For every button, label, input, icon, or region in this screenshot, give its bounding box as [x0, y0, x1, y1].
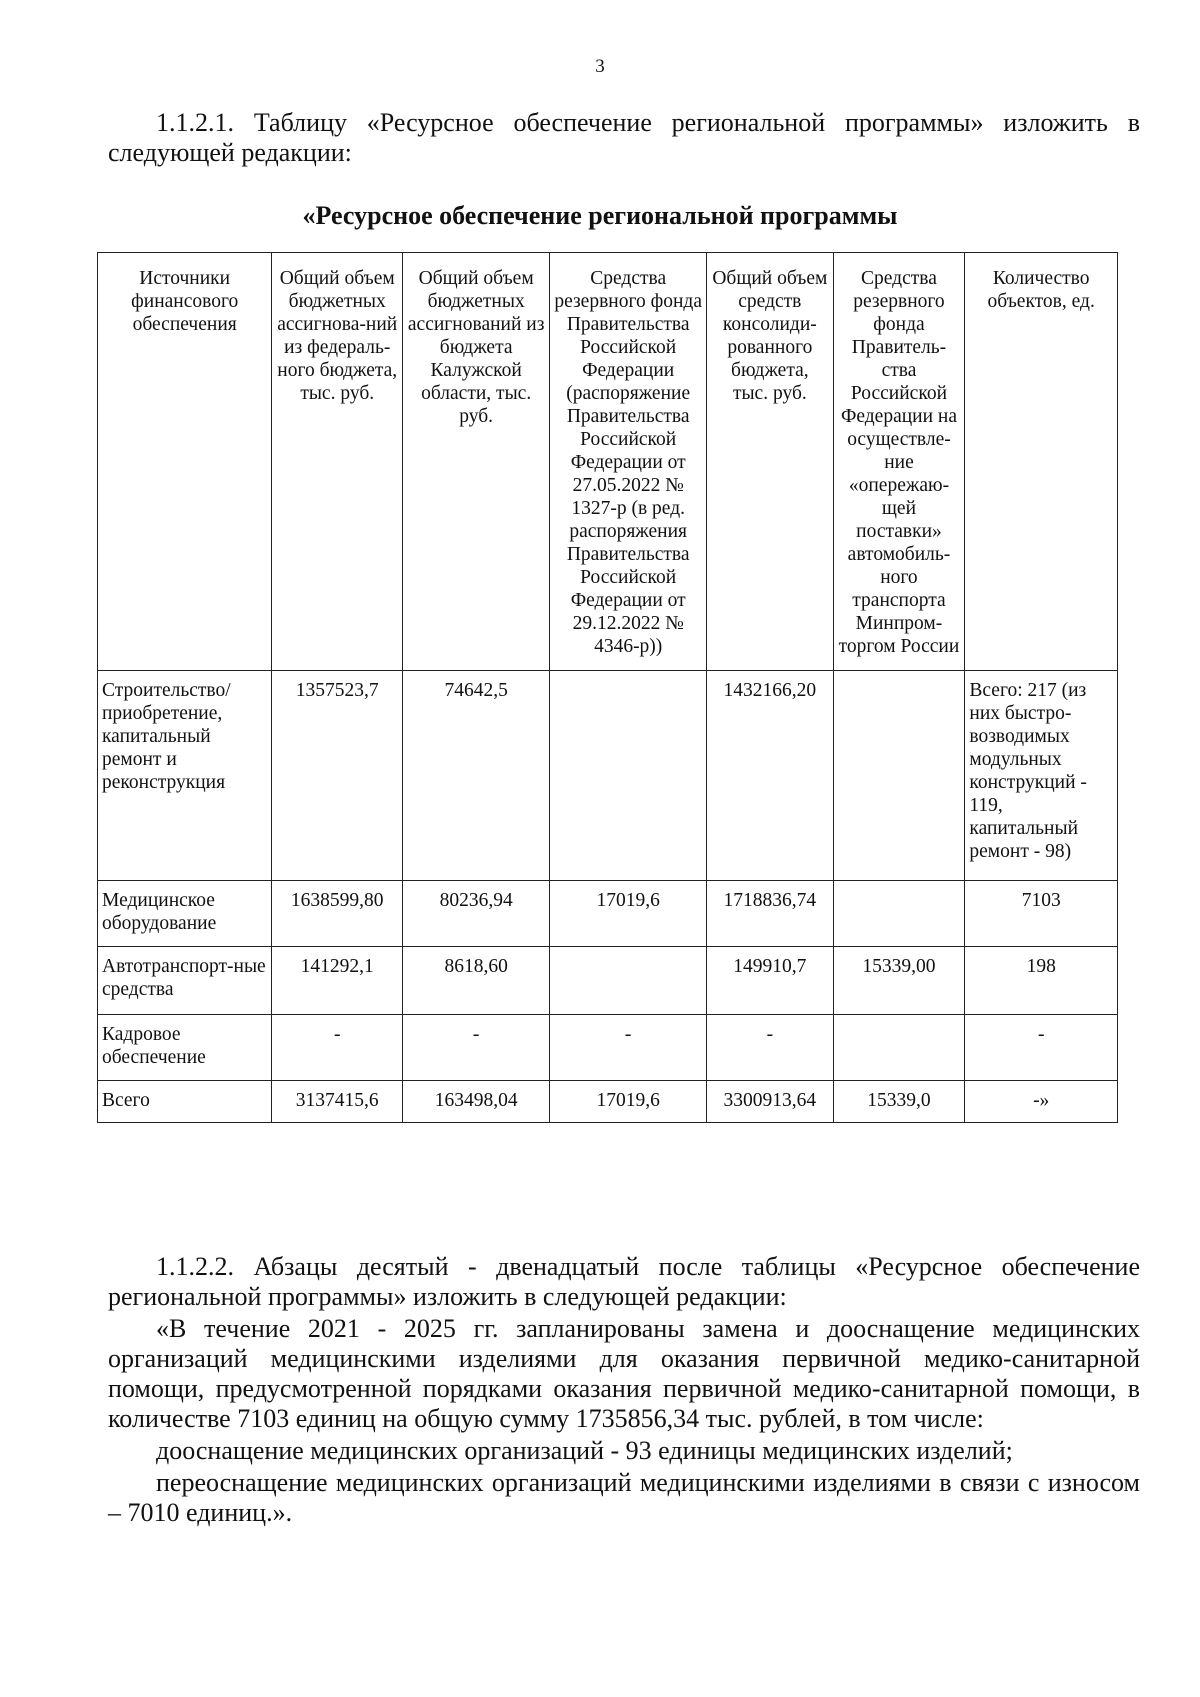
paragraph-2-item-1: дооснащение медицинских организаций - 93 единицы медицинских изделий; [156, 1436, 1013, 1465]
cell-object-count: 198 [965, 947, 1118, 1015]
header-regional-budget: Общий объем бюджетных ассигнований из бюджета Калужской области, тыс. руб. [403, 253, 550, 671]
paragraph-2-intro: 1.1.2.2. Абзацы десятый - двенадцатый после таблицы «Ресурсное обеспечение региональной программы» изложить в следующей редакции: [108, 1252, 1140, 1311]
cell-object-count: 7103 [965, 881, 1118, 947]
cell-regional: - [403, 1015, 550, 1081]
cell-reserve-transport [833, 671, 965, 881]
paragraph-2-item-2: переоснащение медицинских организаций медицинскими изделиями в связи с износом – 7010 единиц.». [108, 1468, 1140, 1527]
cell-federal: 3137415,6 [272, 1081, 403, 1123]
header-federal-budget: Общий объем бюджетных ассигнова-ний из федераль-ного бюджета, тыс. руб. [272, 253, 403, 671]
table-header-row [98, 253, 1118, 671]
cell-object-count: Всего: 217 (из них быстро-возводимых модульных конструкций - 119, капитальный ремонт - 98) [965, 671, 1118, 881]
cell-reserve-transport: 15339,0 [833, 1081, 965, 1123]
cell-regional: 80236,94 [403, 881, 550, 947]
header-reserve-fund: Средства резервного фонда Правительства Российской Федерации (распоряжение Правительства Российской Федерации от 27.05.2022 № 1327-р (в ред. распоряжения Правительства Российской Федерации от 29.12.2022 № 4346-р)) [550, 253, 707, 671]
cell-object-count: - [965, 1015, 1118, 1081]
cell-regional: 8618,60 [403, 947, 550, 1015]
cell-federal: 1638599,80 [272, 881, 403, 947]
cell-federal: 141292,1 [272, 947, 403, 1015]
cell-consolidated: 1718836,74 [707, 881, 833, 947]
cell-reserve-transport [833, 881, 965, 947]
cell-reserve: 17019,6 [550, 881, 707, 947]
header-object-count: Количество объектов, ед. [965, 253, 1118, 671]
cell-regional: 163498,04 [403, 1081, 550, 1123]
cell-reserve-transport [833, 1015, 965, 1081]
cell-regional: 74642,5 [403, 671, 550, 881]
table-title: «Ресурсное обеспечение региональной программы [302, 201, 898, 230]
row-label: Кадровое обеспечение [98, 1015, 272, 1081]
table-row-total [98, 1081, 1118, 1123]
intro-paragraph: 1.1.2.1. Таблицу «Ресурсное обеспечение региональной программы» изложить в следующей редакции: [108, 108, 1140, 167]
cell-reserve [550, 671, 707, 881]
cell-consolidated: - [707, 1015, 833, 1081]
cell-consolidated: 3300913,64 [707, 1081, 833, 1123]
cell-federal: - [272, 1015, 403, 1081]
resource-table [97, 252, 1118, 1123]
header-sources: Источники финансового обеспечения [98, 253, 272, 671]
table-row [98, 1015, 1118, 1081]
table-row [98, 947, 1118, 1015]
cell-consolidated: 149910,7 [707, 947, 833, 1015]
cell-reserve: - [550, 1015, 707, 1081]
cell-object-count: -» [965, 1081, 1118, 1123]
cell-reserve: 17019,6 [550, 1081, 707, 1123]
table-row [98, 881, 1118, 947]
row-label: Медицинское оборудование [98, 881, 272, 947]
row-label: Строительство/ приобретение, капитальный ремонт и реконструкция [98, 671, 272, 881]
header-consolidated-budget: Общий объем средств консолиди-рованного бюджета, тыс. руб. [707, 253, 833, 671]
page-number: 3 [595, 56, 605, 77]
cell-reserve-transport: 15339,00 [833, 947, 965, 1015]
paragraph-2-body: «В течение 2021 - 2025 гг. запланированы замена и дооснащение медицинских организаций медицинскими изделиями для оказания первичной медико-санитарной помощи, предусмотренной порядками оказания первичной медико-санитарной помощи, в количестве 7103 единиц на общую сумму 1735856,34 тыс. рублей, в том числе: [108, 1314, 1140, 1433]
cell-federal: 1357523,7 [272, 671, 403, 881]
cell-reserve [550, 947, 707, 1015]
cell-consolidated: 1432166,20 [707, 671, 833, 881]
row-label: Всего [98, 1081, 272, 1123]
row-label: Автотранспорт-ные средства [98, 947, 272, 1015]
header-reserve-fund-transport: Средства резервного фонда Правитель-ства Российской Федерации на осуществле-ние «опережаю-щей поставки» автомобиль-ного транспорта Минпром-торгом России [833, 253, 965, 671]
table-row [98, 671, 1118, 881]
